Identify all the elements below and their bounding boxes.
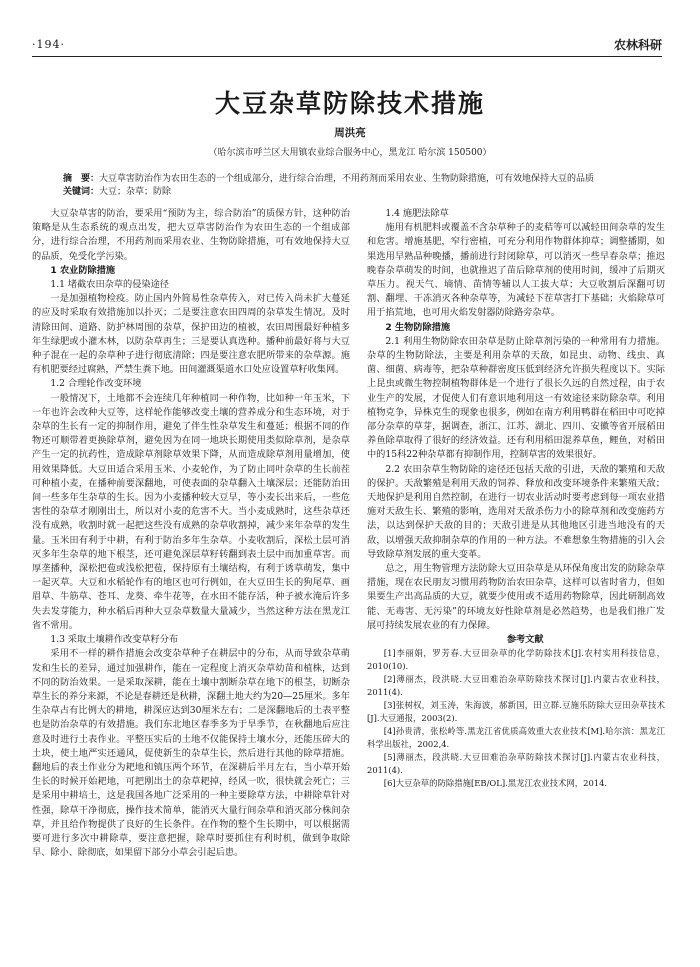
abstract-block — [63, 173, 640, 199]
page-header — [32, 30, 662, 58]
abstract-label: 摘 要： — [63, 174, 100, 184]
paragraph: 一般情况下，土地都不会连续几年种植同一种作物，比如种一年玉米，下一年也许会改种大豆等，这样轮作能够改变土壤的营养成分和生态环境，对于杂草的生长有一定的抑制作用，避免了伴生性杂草发生和蔓延；根据不同的作物还可顺带着更换除草剂，避免因为在同一地块长期使用类似除草剂，是杂草产生一定的抗药性，造成除草剂除草效果下降，从而造成除草剂用量增加，使用效果降低。大豆田适合采用玉米、小麦轮作，为了防止同叶杂草的生长前茬可种植小麦，在播种前要深翻地，可使表面的杂草翻入土壤深层；还能防治田间一些多年生杂草的生长。因为小麦播种较大豆早，等小麦长出来后，一些危害性的杂草才刚刚出土，所以对小麦的危害不大。当小麦成熟时，这些杂草还没有成熟，收割时就一起把这些没有成熟的杂草收割掉，减少来年杂草的发生量。玉米田有利于中耕，有利于防治多年生杂草。小麦收割后，深松土层可消灭多年生杂草的地下根茎，还可避免深层草籽转翻到表土层中而加重草害。而厚垄播种，深松把苞或浅松把苞，保持原有土壤结构，有利于诱草萌发，集中一起灭草。大豆和水稻轮作有的地区也可行例如，在大豆田生长的狗尾草、画眉草、牛筋草、苍耳、龙葵、牵牛花等，在水田不能存活，种子被水淹后许多失去发芽能力，种水稻后再种大豆杂草数量大量减少，当然这种方法在黑龙江省不常用。 — [32, 392, 350, 631]
paragraph: 大豆杂草害的防治，要采用“预防为主，综合防治”的质保方针，这种防治策略是从生态系统的观点出发，把大豆草害防治作为农田生态的一个组成部分，进行综合治理，不用药剂而采用农业、生物防除措施，可有效地保持大豆的品质，免受化学污染。 — [32, 208, 350, 262]
reference-item: [5]薄丽杰，段洪晓.大豆田难治杂草防除技术探讨[J].内蒙古农业科技，2011(4). — [367, 752, 665, 776]
keywords-label: 关键词： — [63, 187, 100, 197]
header-rule — [32, 56, 662, 57]
paragraph: 施用有机肥料或覆盖不含杂草种子的麦秸等可以减轻田间杂草的发生和危害。增施基肥，窄行密植，可充分利用作物群体抑草；调整播期，如果选用早熟品种晚播，播前进行封闭除草，可以消灭一些早春杂草；推迟晚春杂草萌发的时间，也就推迟了苗后除草剂的使用时间，缓冲了后期灭草压力。视天气、墒情、苗情等辅以人工拔大草；大豆收割后深翻可切割、翻埋、干冻消灭各种杂草等，为减轻下茬草害打下基础；火焰除草可用于掐荒地，也可用火焰发射器防除路旁杂草。 — [367, 222, 665, 319]
author: 周洪亮 — [334, 127, 366, 139]
section-heading: 1.4 施肥法除草 — [385, 208, 449, 219]
keywords — [63, 186, 640, 199]
right-column — [367, 207, 665, 790]
section-heading: 1.2 合理轮作改变环境 — [50, 378, 142, 390]
references-title: 参考文献 — [506, 634, 544, 646]
journal-name: 农林科研 — [613, 38, 662, 52]
reference-item: [6]大豆杂草的防除措施[EB/OL].黑龙江农业技术网，2014. — [383, 778, 608, 789]
article-title: 大豆杂草防除技术措施 — [214, 89, 485, 118]
affiliation: （哈尔滨市呼兰区大用镇农业综合服务中心，黑龙江 哈尔滨 150500） — [208, 148, 492, 158]
left-column — [32, 207, 350, 860]
abstract — [63, 173, 640, 186]
reference-item: [3]张树权，刘玉涛，朱海波，郝新国，田立群.豆施乐防除大豆田杂草技术[J].大豆通报，2003(2). — [367, 700, 665, 724]
reference-item: [1]李丽娟，罗芳春.大豆田杂草的化学防除技术[J].农村实用科技信息，2010(10). — [367, 648, 665, 672]
abstract-text: 大豆草害防治作为农田生态的一个组成部分，进行综合治理，不用药剂而采用农业、生物防除措施，可有效地保持大豆的品质 — [99, 174, 595, 184]
section-heading: 2 生物防除措施 — [385, 321, 451, 333]
paragraph: 采用不一样的耕作措施会改变杂草种子在耕层中的分布，从而导致杂草萌发和生长的差异，通过加强耕作，能在一定程度上消灭杂草幼苗和植株，达到不同的防治效果。一是采取深耕，能在土壤中割断杂草在地下的根茎，切断杂草生长的养分来源，不论是春耕还是秋耕，深翻土地大约为20—25厘米。多年生杂草占有比例大的耕地，耕深应达到30厘米左右；二是深翻地后的土表平整也是防治杂草的有效措施。我们东北地区春季多为于旱季节，在秋翻地后应注意及时进行土表作业。平整压实后的土地不仅能保持土壤水分，还能压碎大的土块，使土地严实还通风，促使新生的杂草生长，然后进行其他的除草措施。翻地后的表土作业分为耙地和镇压两个环节，在深耕后半月左右，当小草开始生长的时候开始耙地，可把刚出土的杂草耙掉，经风一吹，很快就会死亡；三是采用中耕培土，这是我国各地广泛采用的一种主要除草方法，中耕除草针对性强，除草干净彻底，操作技术简单，能消灭大量行间杂草和消灭部分株间杂草，并且给作物提供了良好的生长条件。在作物的整个生长期中，可以根据需要可进行多次中耕除草，要注意把握，除草时要抓住有利时机，做到争取除早、除小、除彻底，如果留下部分小草会引起后患。 — [32, 648, 350, 859]
paragraph: 一是加强植物检疫。防止国内外简易性杂草传入，对已传入尚未扩大蔓延的应及时采取有效措施加以扑灭；二是要注意农田四周的杂草发生情况。及时清除田间、道路、防护林周围的杂草，保护田边的植被，农田周围最好种植多年生绿肥或小灌木林，以防杂草再生；三是要认真选种。播种前最好将与大豆种子混在一起的杂草种子进行彻底清除；四是要注意农肥所带来的杂草源。施有机肥要经过腐熟，严禁生粪下地。田间灌溉渠道水口处应设置草籽收集网。 — [32, 293, 350, 376]
page-number: ·194· — [32, 38, 65, 51]
paragraph: 2.1 利用生物防除农田杂草是防止除草剂污染的一种常用有力措施。杂草的生物防除法，主要是利用杂草的天敌，如昆虫、动物、线虫、真菌、细菌、病毒等，把杂草种群密度压低到经济允许损失程度以下。实际上昆虫或微生物控制植物群体是一个进行了很长久远的自然过程，由于农业生产的发展，才促使人们有意识地利用这一有效途径来防除杂草。利用植物克争，异株克生的现象也很多，例如在南方利用鸭群在稻田中可吃掉部分杂草的草芽，据调查，浙江、江苏、湖北、四川、安徽等省开展稻田养鱼除草取得了很好的经济效益。还有利用稻田混养草鱼，鲤鱼，对稻田中的15科22种杂草都有抑制作用，控制草害的效果很好。 — [367, 335, 665, 461]
paragraph: 总之，用生物管理方法防除大豆田杂草是从环保角度出发的防除杂草措施，现在农民朋友习惯用药物防治农田杂草，这样可以省时省力，但如果要生产出高品质的大豆，就要少使用或不适用药物除草，因此研制高效能、无毒害、无污染”的环境友好性除草剂是必然趋势，也是我们推广发展可持续发展农业的有力保障。 — [367, 563, 665, 631]
reference-item: [4]孙贵清，张松岭等.黑龙江省优质高效重大农业技术[M].哈尔滨：黑龙江科学出版社，2002,4. — [367, 726, 665, 750]
keywords-text: 大豆；杂草；防除 — [99, 187, 172, 197]
section-heading: 1.1 堵截农田杂草的侵染途径 — [50, 279, 169, 291]
paragraph: 2.2 农田杂草生物防除的途径还包括天敌的引进，天敌的繁殖和天敌的保护。天敌繁殖是利用天敌的饲养、释放和改变环境条件来繁殖天敌；天地保护是利用自然控制，在进行一切农业活动时要考虑到每一项农业措施对天敌生长、繁殖的影响，选用对天敌杀伤力小的除草剂和改变施药方法，以达到保护天敌的目的；天敌引进是从其他地区引进当地没有的天敌，以增强天敌抑制杂草的作用的一种方法。不难想象生物措施的引入会导致除草剂发展的重大变革。 — [367, 463, 665, 560]
reference-item: [2]薄丽杰，段洪晓.大豆田难治杂草防除技术探讨[J].内蒙古农业科技，2011(4). — [367, 674, 665, 698]
section-heading: 1 农业防除措施 — [50, 264, 116, 276]
section-heading: 1.3 采取土壤耕作改变草籽分布 — [50, 634, 179, 646]
